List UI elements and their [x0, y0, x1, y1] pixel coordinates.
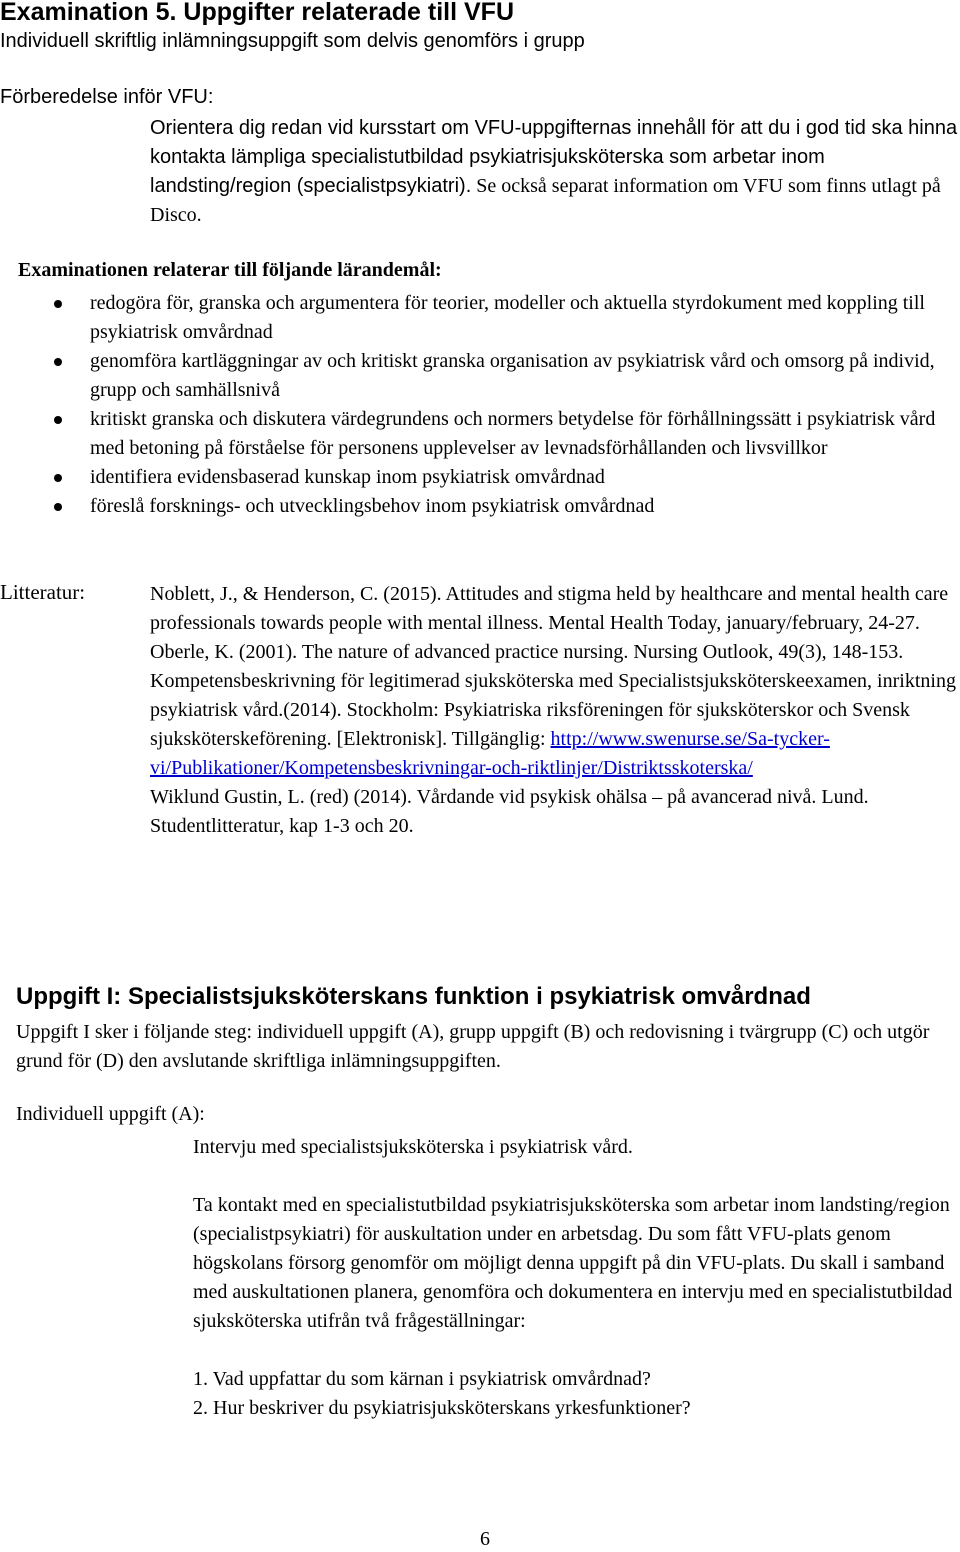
objective-item: föreslå forsknings- och utvecklingsbehov inom psykiatrisk omvårdnad	[0, 492, 960, 521]
individual-task-content	[193, 1133, 960, 1423]
question-1: 1. Vad uppfattar du som kärnan i psykiatrisk omvårdnad?	[193, 1368, 651, 1390]
literature-list	[150, 580, 960, 841]
literature-ref-kompetens	[150, 667, 960, 783]
task-intro: Uppgift I sker i följande steg: individuell uppgift (A), grupp uppgift (B) och redovisning i tvärgrupp (C) och utgör grund för (D) den avslutande skriftliga inlämningsuppgiften.	[16, 1021, 930, 1072]
preparation-text	[150, 114, 960, 230]
document-title: Examination 5. Uppgifter relaterade till VFU	[0, 0, 515, 26]
objective-item: redogöra för, granska och argumentera för teorier, modeller och aktuella styrdokument med koppling till psykiatrisk omvårdnad	[0, 289, 960, 347]
literature-ref-wiklund: Wiklund Gustin, L. (red) (2014). Vårdande vid psykisk ohälsa – på avancerad nivå. Lund. Studentlitteratur, kap 1-3 och 20.	[150, 786, 869, 837]
objective-item: genomföra kartläggningar av och kritiskt granska organisation av psykiatrisk vård och omsorg på individ, grupp och samhällsnivå	[0, 347, 960, 405]
kompetens-text: Kompetensbeskrivning för legitimerad sjuksköterska med Specialistsjuksköterskeexamen, inriktning psykiatrisk vård.(2014). Stockholm: Psykiatriska riksföreningen för sjuksköterskor och Svensk sjuksköterskeförening. [Elektronisk]. Tillgänglig:	[150, 670, 956, 750]
task-heading: Uppgift I: Specialistsjuksköterskans funktion i psykiatrisk omvårdnad	[16, 983, 811, 1010]
preparation-text-main: Orientera dig redan vid kursstart om VFU-uppgifternas innehåll för att du i god tid ska hinna kontakta lämpliga specialistutbildad psykiatrisjuksköterska som arbetar inom landsting/region (specialistpsykiatri).	[150, 117, 958, 197]
interview-text: Ta kontakt med en specialistutbildad psykiatrisjuksköterska som arbetar inom landsting/region (specialistpsykiatri) för auskultation under en arbetsdag. Du som fått VFU-plats genom högskolans försorg genomför om möjligt denna uppgift på din VFU-plats. Du skall i samband med auskultationen planera, genomföra och dokumentera en intervju med en specialistutbildad sjuksköterska utifrån två frågeställningar:	[193, 1194, 953, 1332]
objectives-list	[0, 289, 960, 521]
interview-title: Intervju med specialistsjuksköterska i psykiatrisk vård.	[193, 1136, 633, 1158]
page-number: 6	[480, 1528, 490, 1550]
objective-item: kritiskt granska och diskutera värdegrundens och normers betydelse för förhållningssätt i psykiatrisk vård med betoning på förståelse för personens upplevelser av levnadsförhållanden och livsvillkor	[0, 405, 960, 463]
preparation-label: Förberedelse inför VFU:	[0, 86, 214, 108]
literature-ref-noblett: Noblett, J., & Henderson, C. (2015). Attitudes and stigma held by healthcare and mental health care professionals towards people with mental illness. Mental Health Today, january/february, 24-27.	[150, 583, 949, 634]
literature-ref-oberle: Oberle, K. (2001). The nature of advanced practice nursing. Nursing Outlook, 49(3), 148-153.	[150, 641, 904, 663]
document-subtitle: Individuell skriftlig inlämningsuppgift som delvis genomförs i grupp	[0, 30, 585, 52]
individual-task-label: Individuell uppgift (A):	[16, 1103, 205, 1125]
objectives-heading: Examinationen relaterar till följande lärandemål:	[18, 259, 442, 281]
question-2: 2. Hur beskriver du psykiatrisjuksköterskans yrkesfunktioner?	[193, 1397, 691, 1419]
kompetens-link[interactable]: http://www.swenurse.se/Sa-tycker-vi/Publikationer/Kompetensbeskrivningar-och-riktlinjer/Distriktsskoterska/	[150, 728, 830, 779]
objective-item: identifiera evidensbaserad kunskap inom psykiatrisk omvårdnad	[0, 463, 960, 492]
literature-label: Litteratur:	[0, 580, 86, 604]
preparation-text-disco: Se också separat information om VFU som finns utlagt på Disco.	[150, 175, 941, 226]
